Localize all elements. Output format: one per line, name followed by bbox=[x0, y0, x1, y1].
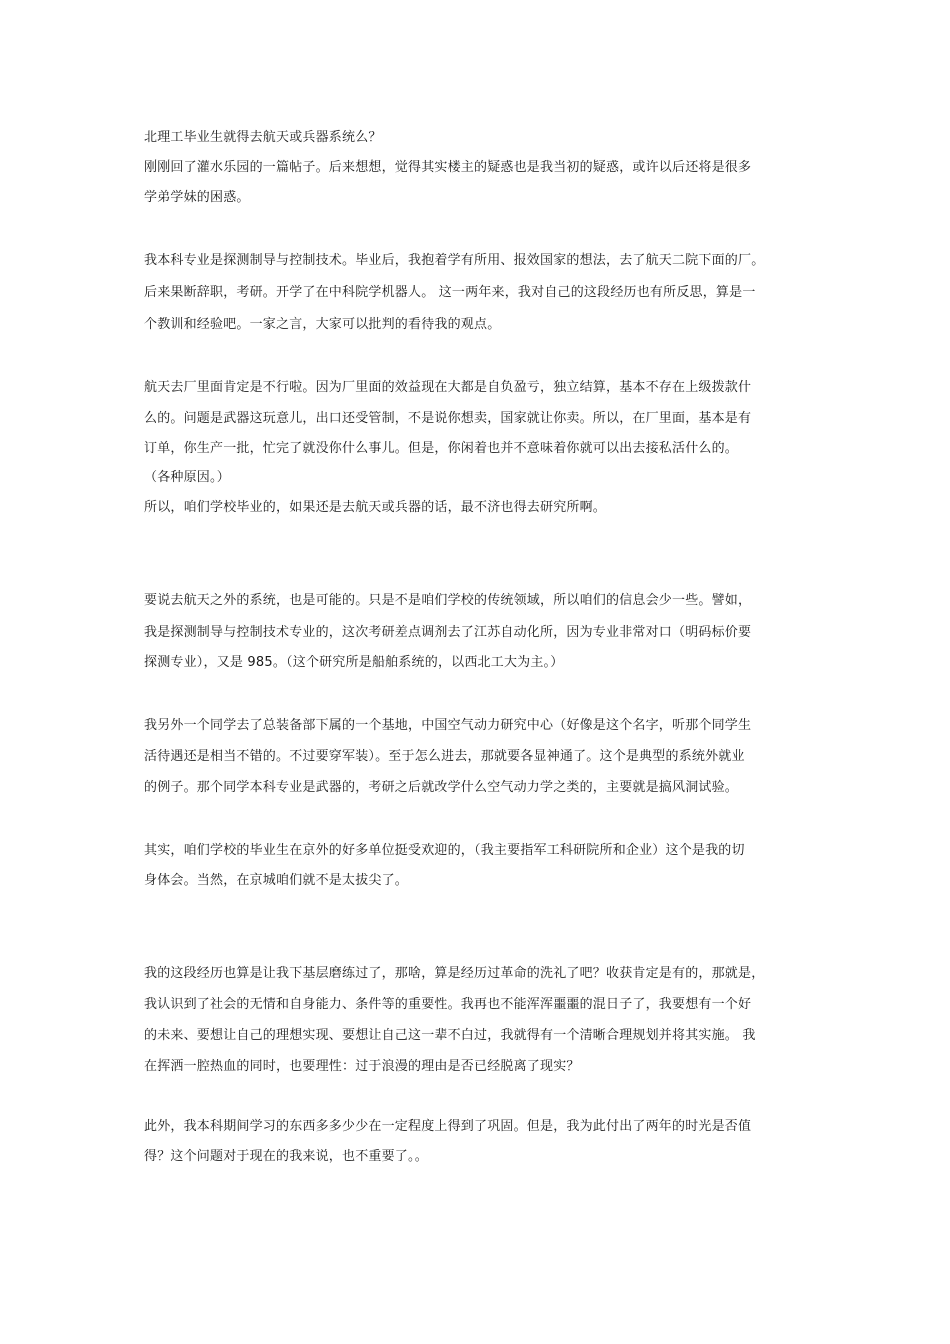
text-line: 要说去航天之外的系统，也是可能的。只是不是咱们学校的传统领域，所以咱们的信息会少一些。譬如， bbox=[144, 593, 752, 608]
text-line: 后来果断辞职，考研。开学了在中科院学机器人。 这一两年来，我对自己的这段经历也有所反思，算是一 bbox=[144, 285, 756, 300]
text-line: 身体会。当然，在京城咱们就不是太拔尖了。 bbox=[144, 873, 409, 888]
text-line: 订单，你生产一批，忙完了就没你什么事儿。但是，你闲着也并不意味着你就可以出去接私活什么的。 bbox=[144, 441, 739, 456]
text-line: 我本科专业是探测制导与控制技术。毕业后，我抱着学有所用、报效国家的想法，去了航天二院下面的厂。 bbox=[144, 253, 765, 268]
text-line: 得？这个问题对于现在的我来说，也不重要了。。 bbox=[144, 1149, 428, 1164]
text-line: 所以，咱们学校毕业的，如果还是去航天或兵器的话，最不济也得去研究所啊。 bbox=[144, 500, 607, 515]
text-line: （各种原因。） bbox=[144, 470, 230, 485]
text-line: 的例子。那个同学本科专业是武器的，考研之后就改学什么空气动力学之类的，主要就是搞风洞试验。 bbox=[144, 780, 739, 795]
text-line: 的未来、要想让自己的理想实现、要想让自己这一辈不白过，我就得有一个清晰合理规划并将其实施。 我 bbox=[144, 1028, 756, 1043]
text-line: 我的这段经历也算是让我下基层磨练过了，那啥，算是经历过革命的洗礼了吧？收获肯定是有的，那就是， bbox=[144, 966, 765, 981]
text-line: 探测专业），又是 985。（这个研究所是船舶系统的，以西北工大为主。） bbox=[144, 655, 564, 670]
document-title: 北理工毕业生就得去航天或兵器系统么？ bbox=[144, 130, 382, 145]
text-line: 我认识到了社会的无情和自身能力、条件等的重要性。我再也不能浑浑噩噩的混日子了，我要想有一个好 bbox=[144, 997, 752, 1012]
text-line: 个教训和经验吧。一家之言，大家可以批判的看待我的观点。 bbox=[144, 317, 501, 332]
text-line: 么的。问题是武器这玩意儿，出口还受管制，不是说你想卖，国家就让你卖。所以，在厂里面，基本是有 bbox=[144, 411, 752, 426]
text-line: 我另外一个同学去了总装备部下属的一个基地，中国空气动力研究中心（好像是这个名字，听那个同学生 bbox=[144, 718, 752, 733]
text-line: 活待遇还是相当不错的。不过要穿军装）。至于怎么进去，那就要各显神通了。这个是典型的系统外就业 bbox=[144, 749, 745, 764]
text-line: 在挥洒一腔热血的同时，也要理性：过于浪漫的理由是否已经脱离了现实？ bbox=[144, 1059, 580, 1074]
text-line: 航天去厂里面肯定是不行啦。因为厂里面的效益现在大都是自负盈亏，独立结算，基本不存在上级拨款什 bbox=[144, 380, 752, 395]
text-line: 刚刚回了灌水乐园的一篇帖子。后来想想，觉得其实楼主的疑惑也是我当初的疑惑，或许以后还将是很多 bbox=[144, 160, 752, 175]
text-line: 学弟学妹的困惑。 bbox=[144, 190, 250, 205]
text-line: 我是探测制导与控制技术专业的，这次考研差点调剂去了江苏自动化所，因为专业非常对口（明码标价要 bbox=[144, 625, 752, 640]
text-line: 其实，咱们学校的毕业生在京外的好多单位挺受欢迎的，（我主要指军工科研院所和企业）这个是我的切 bbox=[144, 843, 745, 858]
text-line: 此外，我本科期间学习的东西多多少少在一定程度上得到了巩固。但是，我为此付出了两年的时光是否值 bbox=[144, 1119, 752, 1134]
